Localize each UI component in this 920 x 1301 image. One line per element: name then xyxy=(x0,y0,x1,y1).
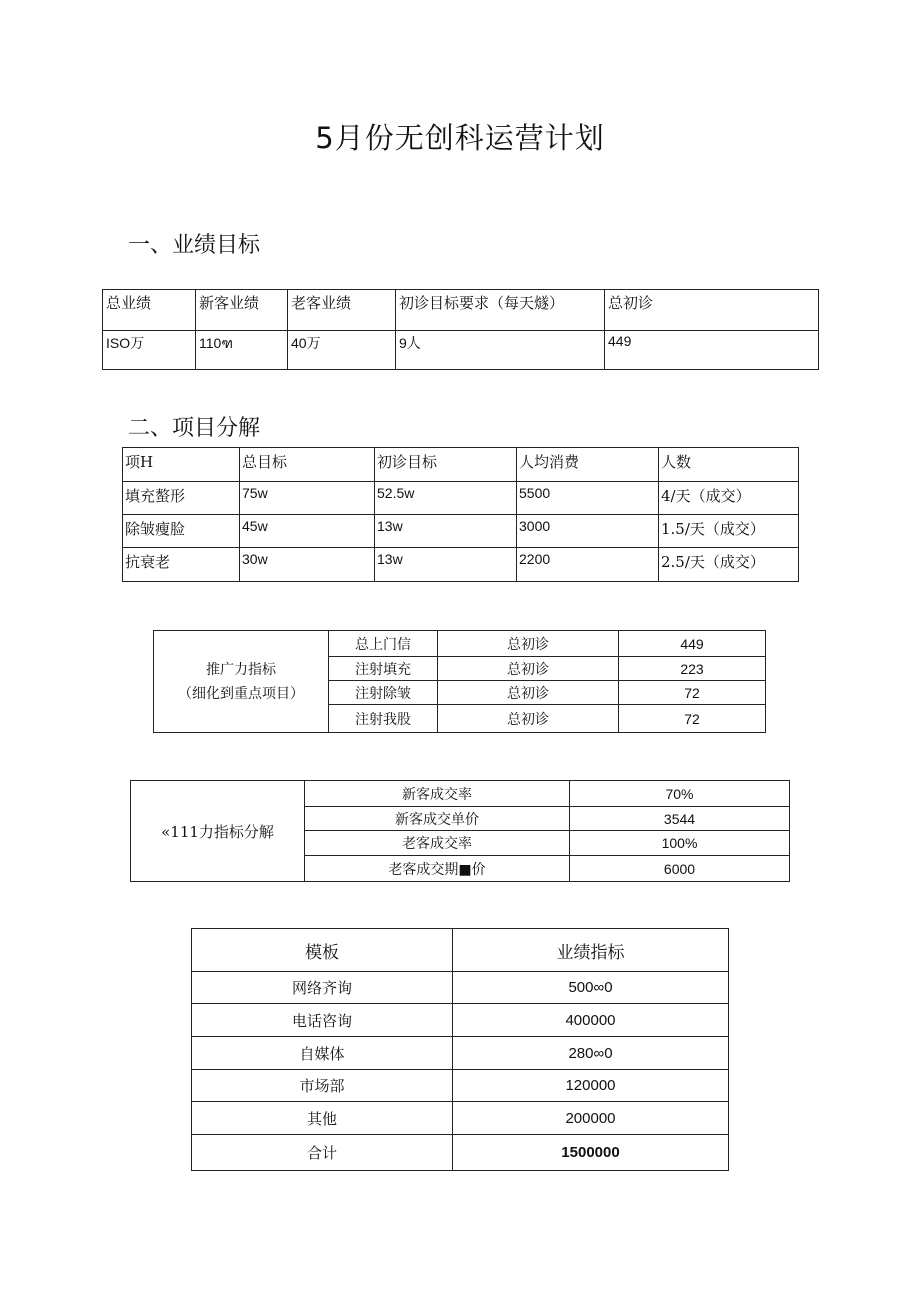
table-row xyxy=(123,548,799,582)
total-target: 45w xyxy=(240,515,375,548)
project-name: 抗衰老 xyxy=(123,548,240,582)
project-name: 填充螯形 xyxy=(123,482,240,515)
channel-name: 网络齐询 xyxy=(192,972,453,1004)
header-cell: 老客业绩 xyxy=(288,290,396,331)
section1-heading: 一、业绩目标 xyxy=(128,233,261,258)
promotion-label-note: （细化到重点项目） xyxy=(178,685,304,702)
value-cell: 449 xyxy=(605,331,819,370)
table-row xyxy=(192,1070,729,1102)
metric-value: 3544 xyxy=(570,807,790,831)
value-cell: ISO万 xyxy=(103,331,196,370)
channel-name: 市场部 xyxy=(192,1070,453,1102)
metric-name: 新客成交单价 xyxy=(305,807,570,831)
avg-spend: 2200 xyxy=(517,548,659,582)
channel-name: 电话咨询 xyxy=(192,1004,453,1037)
total-row xyxy=(192,1135,729,1171)
first-visit-target: 13w xyxy=(375,515,517,548)
metric-type: 总初诊 xyxy=(438,705,619,733)
header-cell: 总初诊 xyxy=(605,290,819,331)
channel-name: 其他 xyxy=(192,1102,453,1135)
table-row xyxy=(192,972,729,1004)
section2-heading: 二、项目分解 xyxy=(128,416,261,441)
performance-target-table xyxy=(102,289,819,370)
metric-type: 总初诊 xyxy=(438,681,619,705)
metric-name: 老客成交期■价 xyxy=(305,856,570,882)
conversion-label: «111力指标分解 xyxy=(131,781,305,882)
metric-type: 总初诊 xyxy=(438,631,619,657)
channel-target: 500∞0 xyxy=(453,972,729,1004)
header-cell: 初诊目标要求（每天燧） xyxy=(396,290,605,331)
promotion-label: 推广力指标 xyxy=(206,661,276,678)
metric-value: 72 xyxy=(619,705,766,733)
metric-value: 72 xyxy=(619,681,766,705)
head-count: 4/天（成交） xyxy=(659,482,799,515)
conversion-metrics-table xyxy=(130,780,790,882)
value-cell: 40万 xyxy=(288,331,396,370)
value-cell: 9人 xyxy=(396,331,605,370)
table-row xyxy=(192,1037,729,1070)
channel-target: 200000 xyxy=(453,1102,729,1135)
project-name: 除皱瘦脸 xyxy=(123,515,240,548)
table-row xyxy=(123,482,799,515)
metric-name: 注射我股 xyxy=(329,705,438,733)
total-label: 合计 xyxy=(192,1135,453,1171)
promotion-label-cell xyxy=(154,631,329,733)
metric-value: 6000 xyxy=(570,856,790,882)
metric-name: 注射除皱 xyxy=(329,681,438,705)
metric-name: 老客成交率 xyxy=(305,831,570,856)
metric-type: 总初诊 xyxy=(438,657,619,681)
total-target: 75w xyxy=(240,482,375,515)
header-cell: 初诊目标 xyxy=(375,448,517,482)
metric-name: 新客成交率 xyxy=(305,781,570,807)
avg-spend: 3000 xyxy=(517,515,659,548)
first-visit-target: 52.5w xyxy=(375,482,517,515)
metric-value: 70% xyxy=(570,781,790,807)
page-title: 5月份无创科运营计划 xyxy=(315,121,605,155)
avg-spend: 5500 xyxy=(517,482,659,515)
header-cell: 总目标 xyxy=(240,448,375,482)
total-value: 1500000 xyxy=(453,1135,729,1171)
project-breakdown-table xyxy=(122,447,799,582)
promotion-metrics-table xyxy=(153,630,766,733)
table-row xyxy=(192,1102,729,1135)
channel-target: 120000 xyxy=(453,1070,729,1102)
channel-targets-table xyxy=(191,928,729,1171)
metric-value: 449 xyxy=(619,631,766,657)
header-cell: 人数 xyxy=(659,448,799,482)
channel-name: 自媒体 xyxy=(192,1037,453,1070)
header-cell: 项H xyxy=(123,448,240,482)
header-cell: 模板 xyxy=(192,929,453,972)
value-cell: 110ฑ xyxy=(196,331,288,370)
metric-value: 223 xyxy=(619,657,766,681)
header-cell: 总业绩 xyxy=(103,290,196,331)
total-target: 30w xyxy=(240,548,375,582)
head-count: 1.5/天（成交） xyxy=(659,515,799,548)
header-cell: 新客业绩 xyxy=(196,290,288,331)
table-row xyxy=(123,515,799,548)
metric-name: 总上门信 xyxy=(329,631,438,657)
header-cell: 人均消费 xyxy=(517,448,659,482)
table-row xyxy=(192,1004,729,1037)
first-visit-target: 13w xyxy=(375,548,517,582)
head-count: 2.5/天（成交） xyxy=(659,548,799,582)
metric-name: 注射填充 xyxy=(329,657,438,681)
header-cell: 业绩指标 xyxy=(453,929,729,972)
metric-value: 100% xyxy=(570,831,790,856)
channel-target: 400000 xyxy=(453,1004,729,1037)
channel-target: 280∞0 xyxy=(453,1037,729,1070)
